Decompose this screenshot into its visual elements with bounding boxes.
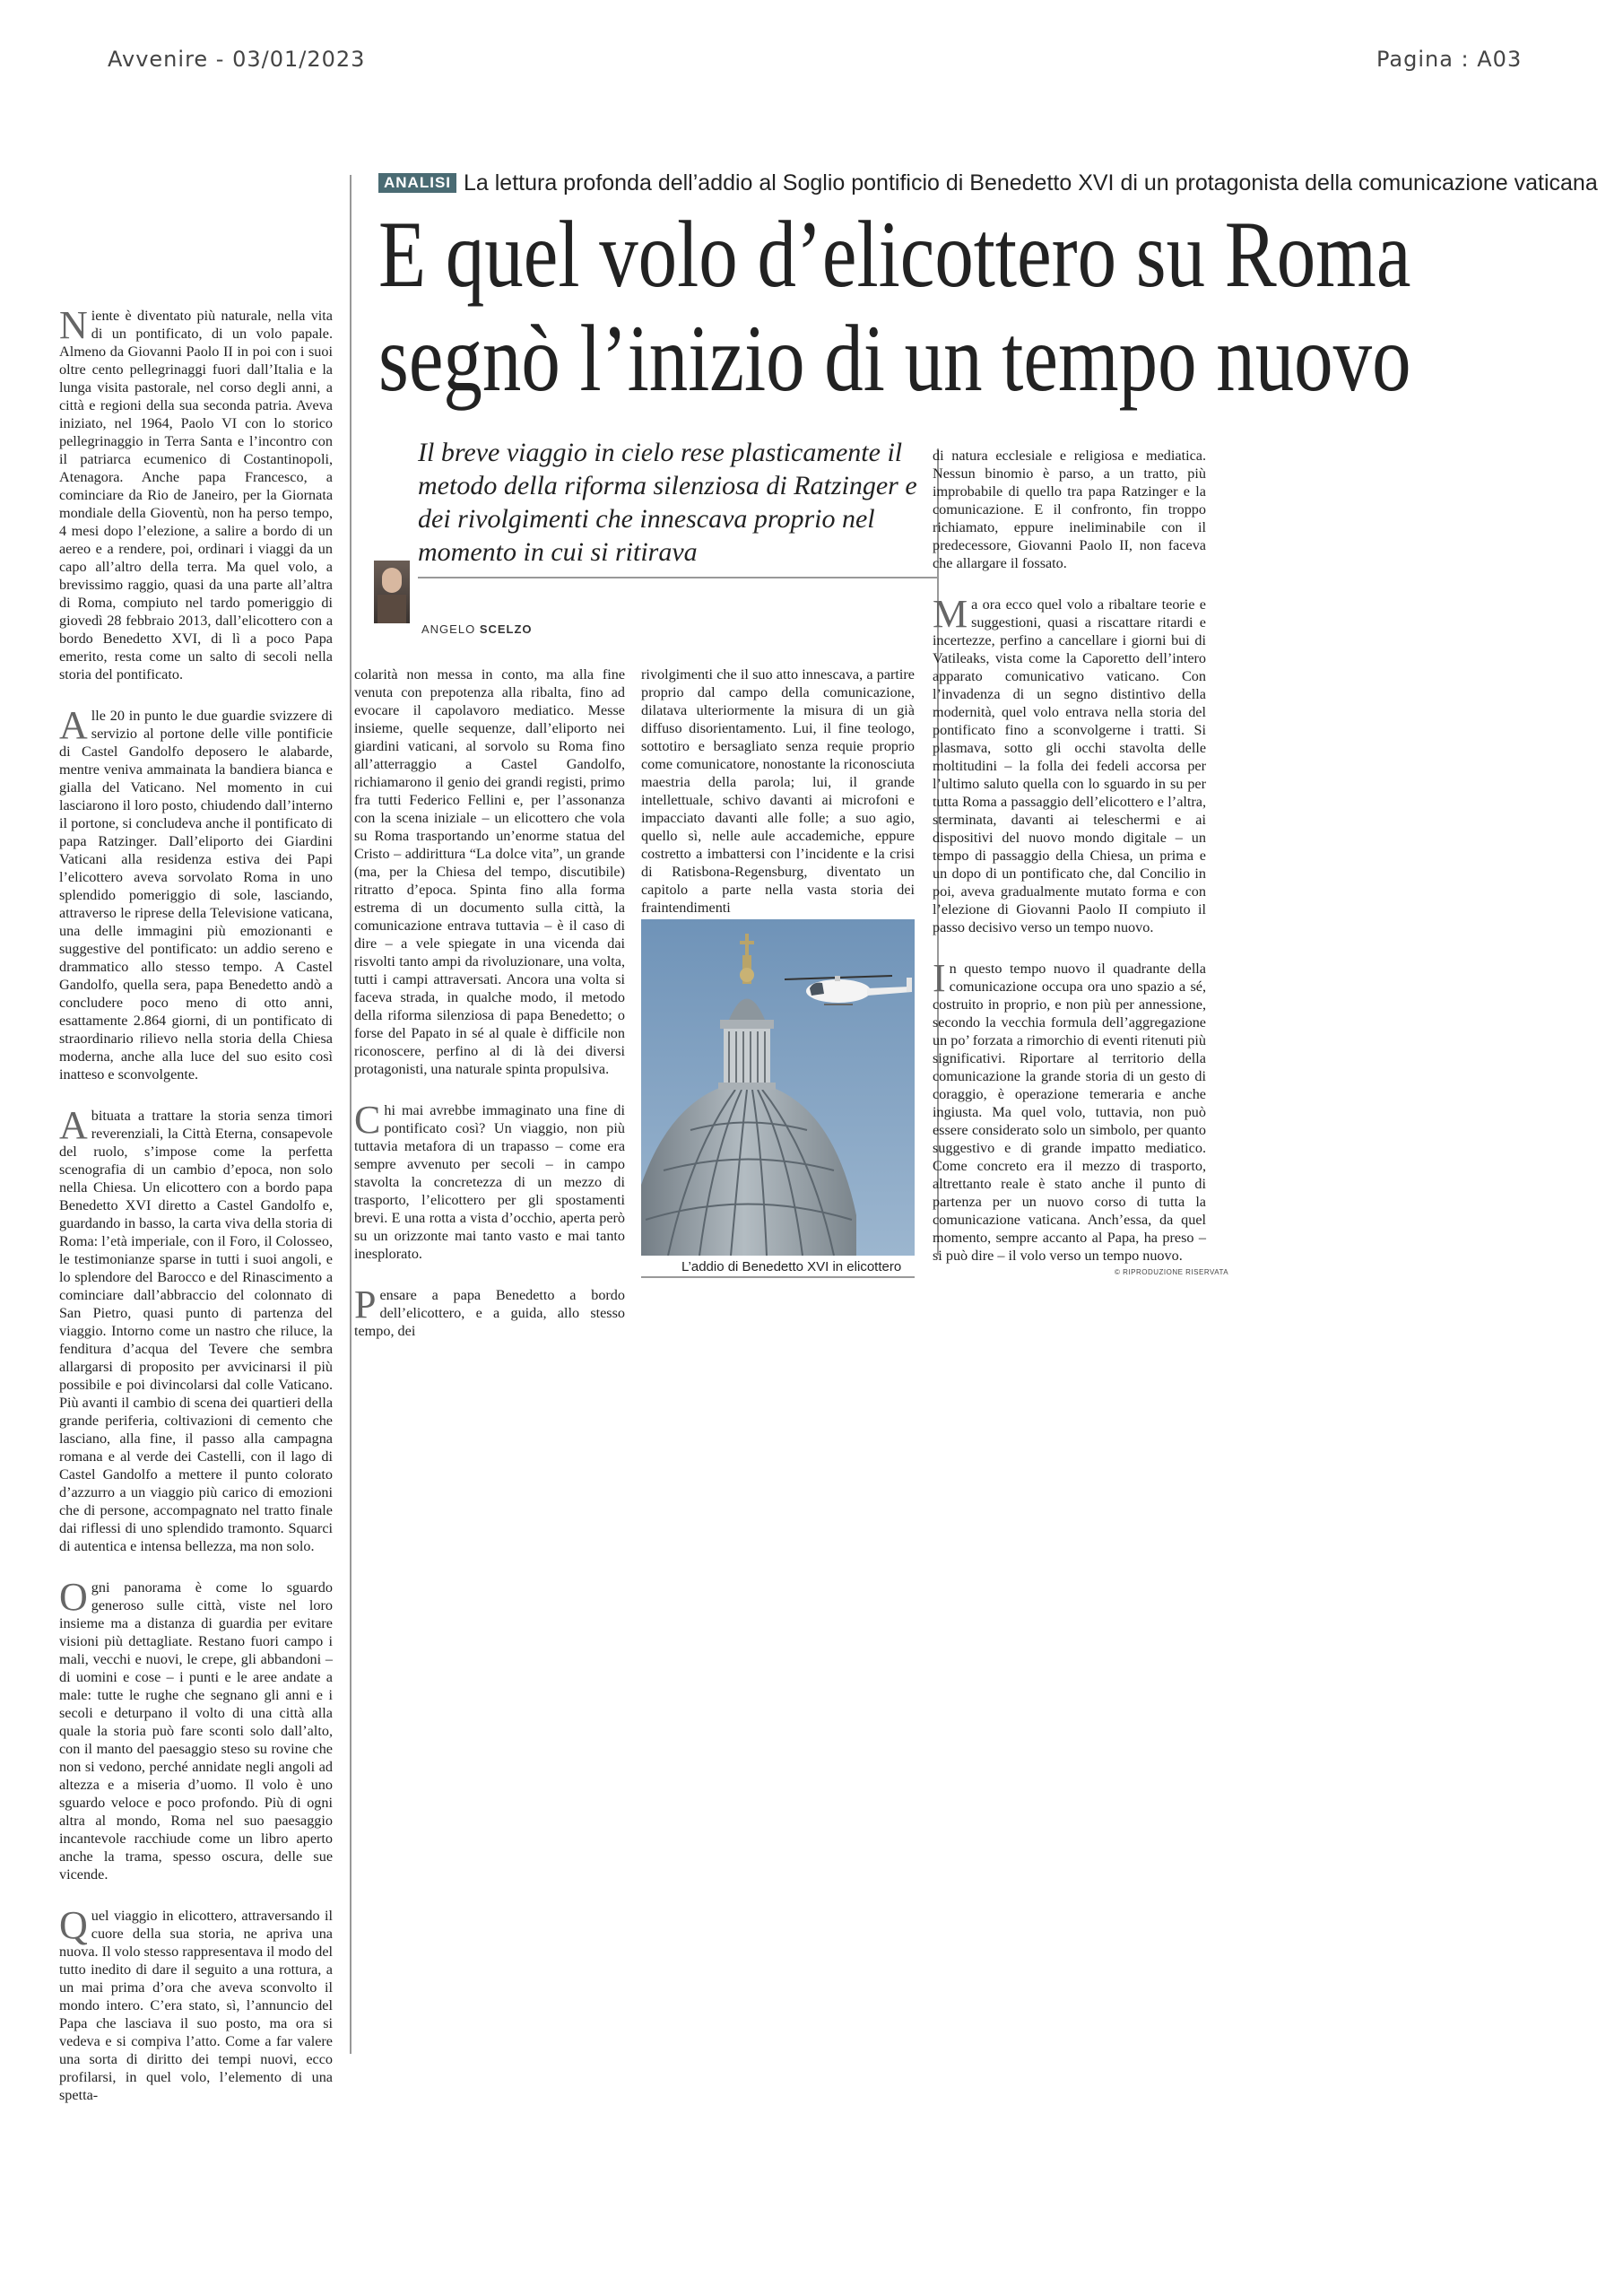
paragraph-text: lle 20 in punto le due guardie svizzere di servizio al portone delle ville pontificie di Castel Gandolfo deposero le alabarde, mentre veniva ammainata la bandiera bianca e gialla del Vaticano. Nel momento in cui lasciarono il loro posto, chiudendo dall’interno il portone, si concludeva anche il pontificato di papa Ratzinger. Dall’eliporto dei Giardini Vaticani alla residenza estiva dei Papi l’elicottero aveva sorvolato Roma in uno splendido pomeriggio di sole, lasciando, attraverso le riprese della Televisione vaticana, una delle immagini più emozionanti e suggestive del pontificato: un addio sereno e drammatico allo stesso tempo. A Castel Gandolfo, quella sera, papa Benedetto andò a concludere poco meno di otto anni, esattamente 2.864 giorni, di un pontificato di straordinario rilievo nella storia della Chiesa moderna, anche alla luce del suo esito così inatteso e sconvolgente.: [59, 708, 333, 1083]
helicopter-dome-photo: [641, 919, 915, 1256]
paragraph-text: hi mai avrebbe immaginato una fine di pontificato così? Un viaggio, non più tuttavia metafora di un trapasso – come era sempre avvenuto per secoli – in campo stavolta la concretezza di un mezzo di trasporto, l’elicottero per gli spostamenti brevi. E una rotta a vista d’occhio, aperta però su un orizzonte mai tanto vasto e mai tanto inesplorato.: [354, 1102, 625, 1262]
photo-caption: L’addio di Benedetto XVI in elicottero: [681, 1259, 902, 1274]
page-number: Pagina : A03: [1376, 47, 1523, 72]
column-4: [933, 447, 1206, 1288]
drop-cap: N: [59, 303, 88, 347]
paragraph: [641, 665, 915, 917]
column-2: [354, 665, 625, 1363]
drop-cap: Q: [59, 1903, 88, 1947]
paragraph-text: di natura ecclesiale e religiosa e mediatica. Nessun binomio è parso, a un tratto, più improbabile di quello tra papa Ratzinger e la comunicazione. E il confronto, fin troppo richiamato, eppure ineliminabile con il predecessore, Giovanni Paolo II, non faceva che allargare il fossato.: [933, 448, 1206, 571]
paragraph: [59, 703, 333, 1083]
paragraph: [933, 956, 1206, 1265]
drop-cap: A: [59, 1103, 88, 1147]
paragraph: [59, 1575, 333, 1883]
column-rule: [350, 175, 352, 2054]
newspaper-date: Avvenire - 03/01/2023: [108, 47, 366, 72]
paragraph: [59, 1903, 333, 2104]
paragraph: [354, 665, 625, 1078]
copyright-notice: © RIPRODUZIONE RISERVATA: [1115, 1268, 1229, 1276]
drop-cap: A: [59, 703, 88, 747]
paragraph-text: a ora ecco quel volo a ribaltare teorie e suggestioni, quasi a riscattare ritardi e incertezze, perfino a cancellare i giorni bui di Vatileaks, vista come la Caporetto dell’intero apparato comunicativo vaticano. Con l’invadenza di un segno distintivo della modernità, quel volo entrava nella storia del pontificato fino a sconvolgerne i tratti. Si plasmava, sotto gli occhi stavolta delle moltitudini – la folla dei fedeli accorsa per l’ultimo saluto quella con lo sguardo in su per tutta Roma a passaggio dell’elicottero e l’altra, sterminata, davanti ai teleschermi e ai dispositivi del nuovo mondo digitale – un tempo di passaggio della Chiesa, un prima e un dopo di un pontificato che, dal Concilio in poi, aveva gradualmente mutato forma e con l’elezione di Giovanni Paolo II compiuto il passo decisivo verso un tempo nuovo.: [933, 596, 1206, 935]
paragraph-text: rivolgimenti che il suo atto innescava, a partire proprio dal campo della comunicazione, dilatava ulteriormente la misura di un già diffuso disorientamento. Lui, il fine teologo, sottotiro e bersagliato senza requie proprio come comunicatore, nonostante la riconosciuta maestria della parola; lui, il grande intellettuale, schivo davanti ai microfoni e impacciato davanti alle folle; a suo agio, quello sì, nelle aule accademiche, eppure costretto a imbattersi con l’incidente e la crisi di Ratisbona-Regensburg, diventato un capitolo a parte nella vasta storia dei fraintendimenti: [641, 666, 915, 916]
drop-cap: O: [59, 1575, 88, 1619]
deck: Il breve viaggio in cielo rese plasticamente il metodo della riforma silenziosa di Ratzinger e dei rivolgimenti che innescava proprio nel momento in cui si ritirava: [418, 438, 917, 567]
paragraph-text: n questo tempo nuovo il quadrante della comunicazione occupa ora uno spazio a sé, costruito in proprio, e non più per annessione, secondo la vecchia formula dell’aggregazione un po’ forzata a rimorchio di eventi ritenuti più significativi. Riportare al territorio della comunicazione la grande storia di un gesto di coraggio, è operazione temeraria e anche ingiusta. Ma quel volo, tuttavia, non può essere considerato solo un simbolo, per quanto suggestivo e di grande impatto mediatico. Come concreto era il mezzo di trasporto, altrettanto reale è stato anche il punto di partenza per un nuovo corso di tutta la comunicazione vaticana. Anch’essa, da quel momento, sempre accanto al Papa, ha preso – si può dire – il volo verso un tempo nuovo.: [933, 961, 1206, 1264]
author-first-name: ANGELO: [421, 622, 476, 636]
paragraph-text: uel viaggio in elicottero, attraversando il cuore della sua storia, ne apriva una nuova. Il volo stesso rappresentava il modo del tutto inedito di dare il seguito a una rottura, a un mai prima d’ora che aveva sconvolto il mondo intero. C’era stato, sì, l’annuncio del Papa che lasciava il suo posto, ma ora si vedeva e si compiva l’atto. Come a far valere una sorta di diritto dei tempi nuovi, ecco profilarsi, in quel volo, l’elemento di una spetta-: [59, 1908, 333, 2103]
paragraph: [59, 303, 333, 683]
column-3: [641, 665, 915, 940]
section-badge: ANALISI: [378, 173, 456, 193]
paragraph: [354, 1283, 625, 1340]
paragraph-text: bituata a trattare la storia senza timori reverenziali, la Città Eterna, consapevole del ruolo, s’impose come la perfetta scenografia di un cambio d’epoca, non solo nella Chiesa. Un elicottero con a bordo papa Benedetto XVI diretto a Castel Gandolfo e, guardando in basso, la carta viva della storia di Roma: l’età imperiale, con il Foro, il Colosseo, le testimonianze sparse in tutti i suoi angoli, e lo splendore del Barocco e del Rinascimento a cominciare dall’abbraccio del colonnato di San Pietro, quasi punto di partenza del viaggio. Intorno come un nastro che riluce, la fenditura d’acqua del Tevere che sembra allargarsi di proposito per avvicinarsi il più possibile e poi divincolarsi dal colle Vaticano. Più avanti il cambio di scena dei quartieri della grande periferia, coltivazioni di cemento che lasciano, alla fine, il passo alla campagna romana e al verde dei Castelli, con il lago di Castel Gandolfo a mettere il punto colorato d’azzurro a un viaggio più carico di emozioni che di persone, accompagnato nel tratto finale dai riflessi di uno splendido tramonto. Squarci di autentica e intensa bellezza, ma non solo.: [59, 1108, 333, 1554]
headline: [378, 202, 1411, 411]
drop-cap: I: [933, 956, 946, 1000]
paragraph-text: ensare a papa Benedetto a bordo dell’elicottero, e a guida, allo stesso tempo, dei: [354, 1287, 625, 1339]
author-photo: [374, 561, 410, 623]
paragraph-text: gni panorama è come lo sguardo generoso sulle città, viste nel loro insieme ma a distanza di guardia per evitare visioni più dettagliate. Restano fuori campo i mali, vecchi e nuovi, le crepe, gli abbandoni – di uomini e cose – i punti e le aree andate a male: tutte le rughe che segnano gli anni e i secoli e deturpano il volto di una città alla quale la storia può fare sconti solo dall’alto, con il manto del paesaggio steso su rovine che non si vedono, perché annidate negli angoli ad altezza e a miseria d’uomo. Il volo è uno sguardo veloce e poco profondo. Più di ogni altra al mondo, Roma nel suo paesaggio incantevole racchiude come un libro aperto anche la trama, spesso oscura, delle sue vicende.: [59, 1579, 333, 1883]
paragraph: [354, 1098, 625, 1263]
drop-cap: C: [354, 1098, 381, 1142]
kicker-text: La lettura profonda dell’addio al Soglio pontificio di Benedetto XVI di un protagonista della comunicazione vaticana: [464, 170, 1598, 196]
deck-rule: [418, 577, 938, 578]
kicker: [378, 170, 1598, 196]
paragraph: [933, 592, 1206, 936]
paragraph: [59, 1103, 333, 1555]
drop-cap: P: [354, 1283, 377, 1326]
caption-rule: [641, 1276, 915, 1278]
column-1: [59, 303, 333, 2127]
headline-line-2: segnò l’inizio di un tempo nuovo: [378, 306, 1411, 411]
author-byline: [421, 622, 533, 636]
drop-cap: M: [933, 592, 968, 636]
author-last-name: SCELZO: [479, 622, 533, 636]
headline-line-1: E quel volo d’elicottero su Roma: [378, 202, 1411, 307]
paragraph-text: colarità non messa in conto, ma alla fine venuta con prepotenza alla ribalta, fino ad evocare il capolavoro mediatico. Messe insieme, quelle sequenze, dall’eliporto nei giardini vaticani, al sorvolo su Roma fino all’atterraggio a Castel Gandolfo, richiamarono il genio dei grandi registi, primo fra tutti Federico Fellini e, per l’assonanza con la scena iniziale – un elicottero che vola su Roma trasportando un’enorme statua del Cristo – addirittura “La dolce vita”, un grande (ma, per la Chiesa del tempo, discutibile) ritratto d’epoca. Spinta fino alla forma estrema di un documento sulla città, la comunicazione entrava tuttavia – è il caso di dire – a vele spiegate in una vicenda dai risvolti tanto ampi da rivoluzionare, una volta, tutti i campi attraversati. Ancora una volta si faceva strada, in qualche modo, il metodo della riforma silenziosa di papa Benedetto; o forse del Papato in sé al quale è difficile non riconoscere, perfino al di là dei diversi protagonisti, una naturale spinta propulsiva.: [354, 666, 625, 1077]
paragraph-text: iente è diventato più naturale, nella vita di un pontificato, di un volo papale. Almeno da Giovanni Paolo II in poi con i suoi oltre cento pellegrinaggi fuori dall’Italia e la lunga visita pastorale, nel corso degli anni, a città e regioni della sua seconda patria. Aveva iniziato, nel 1964, Paolo VI con lo storico pellegrinaggio in Terra Santa e l’incontro con il patriarca ecumenico di Costantinopoli, Atenagora. Anche papa Francesco, a cominciare da Rio de Janeiro, per la Giornata mondiale della Gioventù, non ha perso tempo, 4 mesi dopo l’elezione, a salire a bordo di un aereo e a rendere, poi, ordinari i viaggi da un capo all’altro della terra. Ma quel volo, a brevissimo raggio, quasi da una parte all’altra di Roma, compiuto nel tardo pomeriggio di giovedì 28 febbraio 2013, dall’elicottero con a bordo Benedetto XVI, di lì a poco Papa emerito, resta come un salto di secoli nella storia del pontificato.: [59, 308, 333, 683]
paragraph: [933, 447, 1206, 572]
